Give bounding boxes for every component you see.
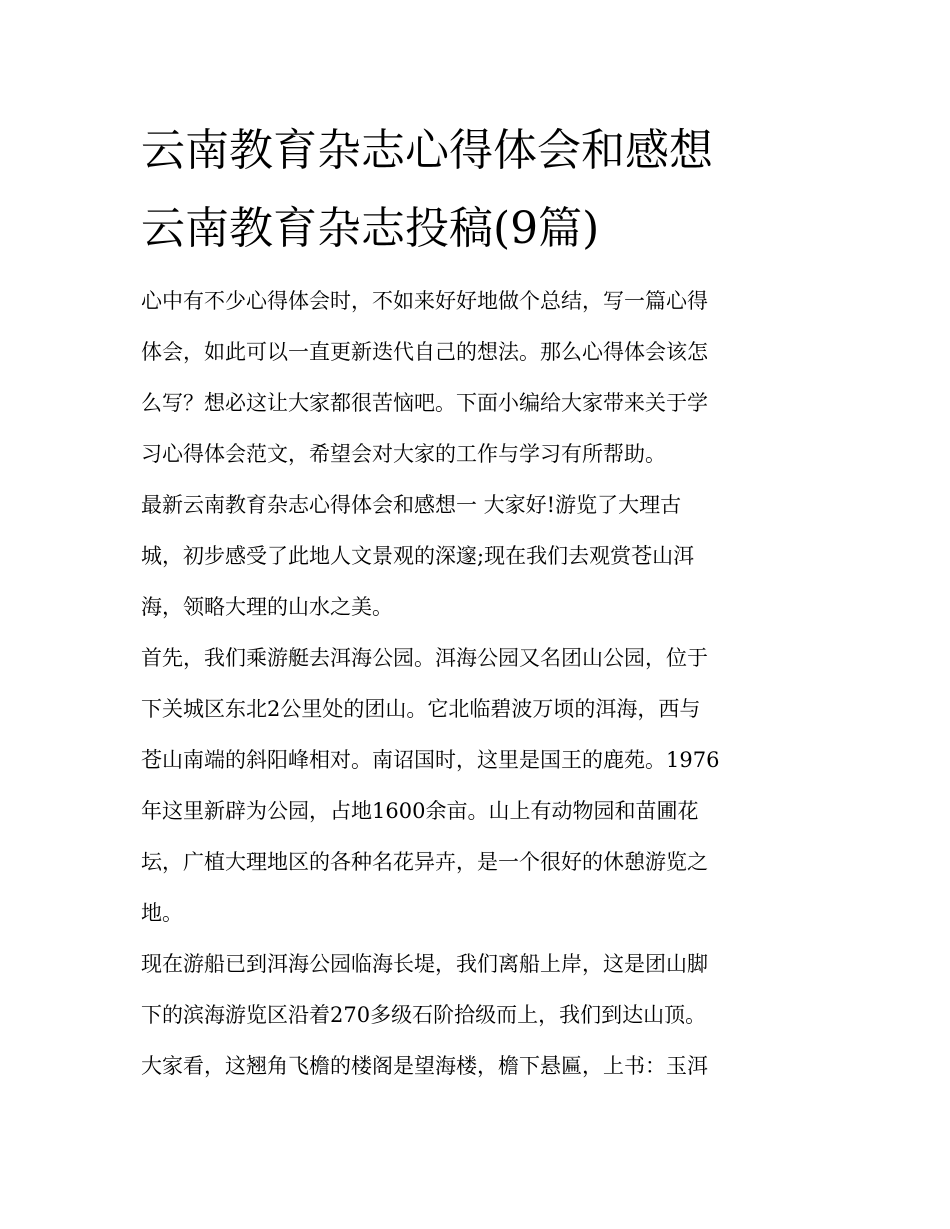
paragraph-2: 首先，我们乘游艇去洱海公园。洱海公园又名团山公园，位于 下关城区东北2公里处的团山。它北临碧波万顷的洱海，西与 苍山南端的斜阳峰相对。南诏国时，这里是国王的鹿苑。1976 年这里新辟为公园，占地1600余亩。山上有动物园和苗圃花 坛，广植大理地区的各种名花异卉，是一个很好的休憩游览之 地。 (141, 646, 720, 925)
paragraph-3: 现在游船已到洱海公园临海长堤，我们离船上岸，这是团山脚 下的滨海游览区沿着270多级石阶拾级而上，我们到达山顶。 大家看，这翘角飞檐的楼阁是望海楼，檐下悬匾，上书：玉洱 (141, 952, 708, 1078)
document-title: 云南教育杂志心得体会和感想 云南教育杂志投稿(9篇) (141, 125, 713, 254)
document-body (141, 276, 813, 1092)
paragraph-1: 最新云南教育杂志心得体会和感想一 大家好!游览了大理古 城，初步感受了此地人文景观的深邃;现在我们去观赏苍山洱 海，领略大理的山水之美。 (141, 493, 695, 619)
paragraph-intro: 心中有不少心得体会时，不如来好好地做个总结，写一篇心得 体会，如此可以一直更新迭代自己的想法。那么心得体会该怎 么写？想必这让大家都很苦恼吧。下面小编给大家带来关于学 习心得体会范文，希望会对大家的工作与学习有所帮助。 (141, 289, 708, 466)
